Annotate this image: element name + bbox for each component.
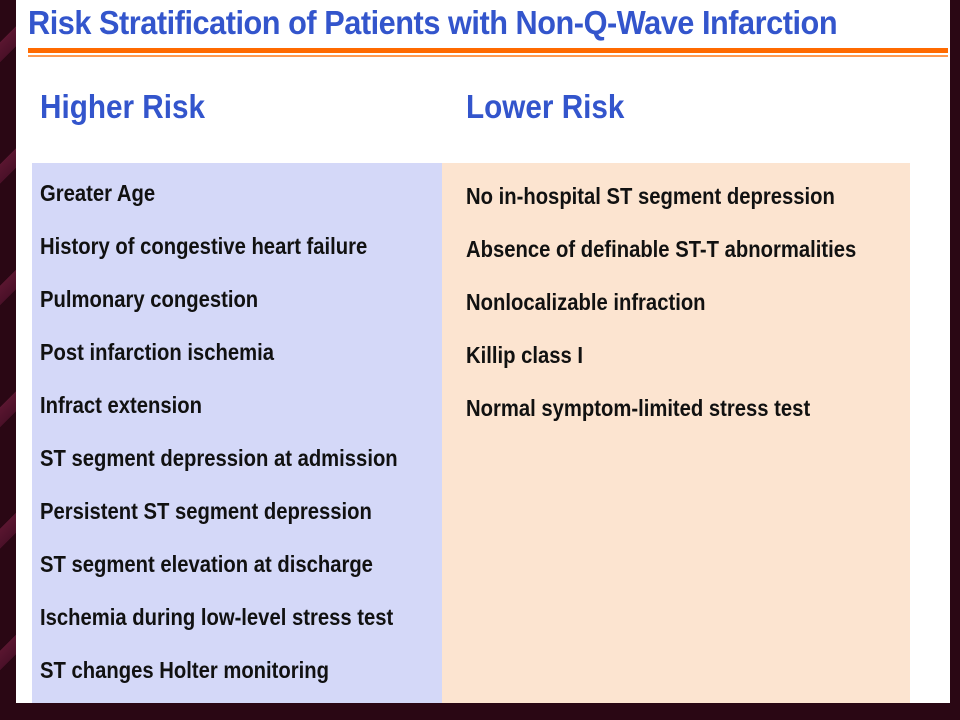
lower-risk-item: Killip class I: [466, 342, 583, 368]
higher-risk-item: Persistent ST segment depression: [40, 498, 372, 524]
higher-risk-item: ST segment depression at admission: [40, 445, 398, 471]
slide-title: Risk Stratification of Patients with Non-Q-Wave Infarction: [28, 4, 838, 41]
higher-risk-item: Infract extension: [40, 392, 202, 418]
higher-risk-heading: Higher Risk: [40, 88, 206, 125]
lower-risk-item: Nonlocalizable infraction: [466, 289, 706, 315]
higher-risk-list: [40, 178, 446, 708]
lower-risk-item: No in-hospital ST segment depression: [466, 183, 835, 209]
lower-risk-list: [466, 181, 909, 446]
higher-risk-item: History of congestive heart failure: [40, 233, 368, 259]
higher-risk-item: Post infarction ischemia: [40, 339, 274, 365]
higher-risk-item: Ischemia during low-level stress test: [40, 604, 394, 630]
bottom-background-bar: [0, 703, 960, 720]
higher-risk-item: ST changes Holter monitoring: [40, 657, 330, 683]
higher-risk-item: Greater Age: [40, 180, 156, 206]
slide: [16, 0, 950, 703]
higher-risk-item: Pulmonary congestion: [40, 286, 259, 312]
lower-risk-heading: Lower Risk: [466, 88, 625, 125]
title-underline-thin: [28, 55, 948, 57]
lower-risk-item: Normal symptom-limited stress test: [466, 395, 811, 421]
lower-risk-item: Absence of definable ST-T abnormalities: [466, 236, 857, 262]
higher-risk-item: ST segment elevation at discharge: [40, 551, 373, 577]
background-edge: [950, 0, 960, 720]
title-underline: [28, 48, 948, 53]
